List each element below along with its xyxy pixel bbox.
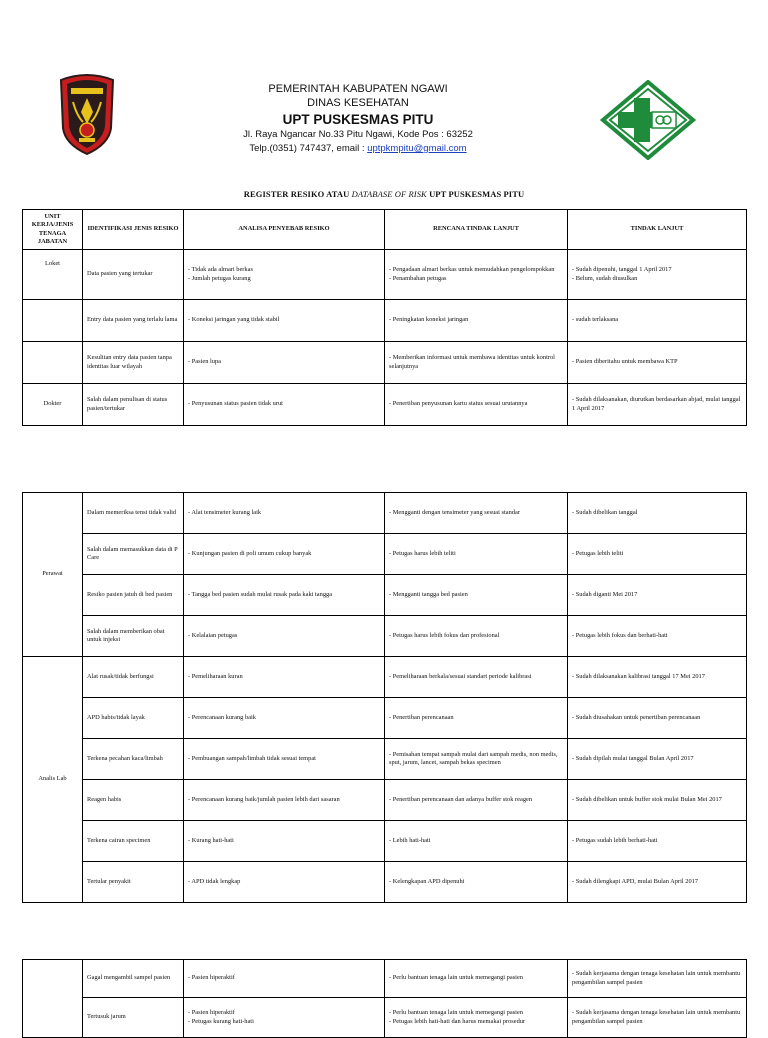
followup-cell: - Sudah dilengkapi APD, mulai Bulan April 2017	[568, 862, 747, 903]
plan-cell: - Petugas harus lebih fokus dan profesional	[385, 616, 568, 657]
table-row	[23, 821, 747, 862]
risk-cell: Gagal mengambil sampel pasien	[83, 960, 184, 998]
table-row	[23, 493, 747, 534]
risk-cell: Entry data pasien yang terlalu lama	[83, 300, 184, 342]
unit-cell: Loket	[23, 250, 83, 300]
title-italic: DATABASE OF RISK	[351, 189, 427, 199]
table-row	[23, 534, 747, 575]
followup-cell: - Sudah dipilah mulai tanggal Bulan April 2017	[568, 739, 747, 780]
plan-cell: - Kelengkapan APD dipenuhi	[385, 862, 568, 903]
header-tindak: TINDAK LANJUT	[568, 210, 747, 250]
table-row	[23, 698, 747, 739]
table-body	[23, 493, 747, 903]
plan-cell: - Penertiban perencanaan dan adanya buffer stok reagen	[385, 780, 568, 821]
followup-cell: - Petugas lebih fokus dan berhati-hati	[568, 616, 747, 657]
plan-cell: - Mengganti dengan tensimeter yang sesuai standar	[385, 493, 568, 534]
cause-cell: - Pemeliharaan kuran	[184, 657, 385, 698]
table-row	[23, 342, 747, 384]
risk-cell: Salah dalam memasukkan data di P Care	[83, 534, 184, 575]
followup-cell: - Pasien diberitahu untuk membawa KTP	[568, 342, 747, 384]
cause-cell: - Kunjungan pasien di poli umum cukup banyak	[184, 534, 385, 575]
unit-cell: Perawat	[23, 493, 83, 657]
plan-cell: - Perlu bantuan tenaga lain untuk memegangi pasien - Petugas lebih hati-hati dan harus memakai prosedur	[385, 998, 568, 1038]
table-row	[23, 616, 747, 657]
government-name: PEMERINTAH KABUPATEN NGAWI	[268, 83, 448, 95]
table-row	[23, 862, 747, 903]
risk-cell: Tertular penyakit	[83, 862, 184, 903]
unit-cell: Analis Lab	[23, 657, 83, 903]
cause-cell: - Kelalaian petugas	[184, 616, 385, 657]
address-line: Jl. Raya Ngancar No.33 Pitu Ngawi, Kode Pos : 63252	[243, 129, 473, 140]
institution-name: UPT PUSKESMAS PITU	[282, 112, 434, 127]
plan-cell: - Pemeliharaan berkala/sesuai standart periode kalibrasi	[385, 657, 568, 698]
email-link[interactable]: uptpkmpitu@gmail.com	[367, 143, 467, 154]
letterhead	[0, 0, 768, 175]
risk-cell: Salah dalam memberikan obat untuk injeksi	[83, 616, 184, 657]
risk-cell: Terkena pecahan kaca/limbah	[83, 739, 184, 780]
followup-cell: - Sudah dipenuhi, tanggal 1 April 2017 - Belum, sudah diusulkan	[568, 250, 747, 300]
cause-cell: - Tangga bed pasien sudah mulai rusak pada kaki tangga	[184, 575, 385, 616]
header-identifikasi: IDENTIFIKASI JENIS RESIKO	[83, 210, 184, 250]
followup-cell: - Sudah dibelikan tanggal	[568, 493, 747, 534]
cause-cell: - Pasien hiperaktif - Petugas kurang hati-hati	[184, 998, 385, 1038]
table-header-row	[23, 210, 747, 250]
plan-cell: - Peningkatan koneksi jaringan	[385, 300, 568, 342]
table-row	[23, 250, 747, 300]
followup-cell: - Sudah diusahakan untuk penertiban perencanaan	[568, 698, 747, 739]
unit-cell	[23, 960, 83, 1038]
followup-cell: - Sudah diganti Mei 2017	[568, 575, 747, 616]
plan-cell: - Pengadaan almari berkas untuk memudahkan pengelompokkan - Penambahan petugas	[385, 250, 568, 300]
plan-cell: - Mengganti tangga bed pasien	[385, 575, 568, 616]
cause-cell: - Perencanaan kurang baik	[184, 698, 385, 739]
risk-cell: Terkena cairan specimen	[83, 821, 184, 862]
puskesmas-logo-icon	[600, 80, 696, 160]
cause-cell: - APD tidak lengkap	[184, 862, 385, 903]
cause-cell: - Pasien lupa	[184, 342, 385, 384]
table-row	[23, 300, 747, 342]
plan-cell: - Penertiban perencanaan	[385, 698, 568, 739]
table-row	[23, 739, 747, 780]
header-unit: UNIT KERJA/JENIS TENAGA JABATAN	[23, 210, 83, 250]
table-row	[23, 575, 747, 616]
followup-cell: - Petugas sudah lebih berhati-hati	[568, 821, 747, 862]
risk-cell: Tertusuk jarum	[83, 998, 184, 1038]
table-row	[23, 384, 747, 426]
followup-cell: - Sudah dilaksanakan, diurutkan berdasarkan abjad, mulai tanggal 1 April 2017	[568, 384, 747, 426]
risk-register-table-part-1	[22, 209, 747, 426]
letterhead-text	[218, 82, 498, 156]
risk-cell: Data pasien yang tertukar	[83, 250, 184, 300]
followup-cell: - Sudah dibelikan untuk buffer stok mulai Bulan Mei 2017	[568, 780, 747, 821]
risk-cell: Resiko pasien jatuh di bed pasien	[83, 575, 184, 616]
risk-cell: Reagen habis	[83, 780, 184, 821]
unit-cell	[23, 300, 83, 342]
cause-cell: - Tidak ada almari berkas - Jumlah petugas kurang	[184, 250, 385, 300]
header-rencana: RENCANA TINDAK LANJUT	[385, 210, 568, 250]
risk-cell: APD habis/tidak layak	[83, 698, 184, 739]
header-analisa: ANALISA PENYEBAB RESIKO	[184, 210, 385, 250]
risk-cell: Alat rusak/tidak berfungsi	[83, 657, 184, 698]
plan-cell: - Pemisahan tempat sampah mulai dari sampah medis, non medis, sput, jarum, lancet, sampah bekas specimen	[385, 739, 568, 780]
cause-cell: - Penyusunan status pasien tidak urut	[184, 384, 385, 426]
plan-cell: - Petugas harus lebih teliti	[385, 534, 568, 575]
risk-cell: Salah dalam penulisan di status pasien/tertukar	[83, 384, 184, 426]
table-row	[23, 780, 747, 821]
cause-cell: - Perencanaan kurang baik/jumlah pasien lebih dari sasaran	[184, 780, 385, 821]
cause-cell: - Pembuangan sampah/limbah tidak sesuai tempat	[184, 739, 385, 780]
plan-cell: - Lebih hati-hati	[385, 821, 568, 862]
cause-cell: - Alat tensimeter kurang laik	[184, 493, 385, 534]
cause-cell: - Koneksi jaringan yang tidak stabil	[184, 300, 385, 342]
followup-cell: - Sudah dilaksanakan kalibrasi tanggal 17 Mei 2017	[568, 657, 747, 698]
unit-cell	[23, 342, 83, 384]
followup-cell: - Petugas lebih teliti	[568, 534, 747, 575]
table-row	[23, 960, 747, 998]
followup-cell: - Sudah kerjasama dengan tenaga kesehatan lain untuk membantu pengambilan sampel pasien	[568, 960, 747, 998]
cause-cell: - Kurang hati-hati	[184, 821, 385, 862]
risk-cell: Kesulitan entry data pasien tanpa identitas luar wilayah	[83, 342, 184, 384]
ngawi-regency-emblem-icon	[57, 72, 117, 156]
cause-cell: - Pasien hiperaktif	[184, 960, 385, 998]
contact-line	[218, 142, 498, 156]
risk-register-table-part-2	[22, 492, 747, 903]
risk-cell: Dalam memeriksa tensi tidak valid	[83, 493, 184, 534]
risk-register-table-part-3	[22, 959, 747, 1038]
document-title: REGISTER RESIKO ATAU DATABASE OF RISK UPT PUSKESMAS PITU	[243, 189, 525, 199]
followup-cell: - sudah terlaksana	[568, 300, 747, 342]
table-row	[23, 657, 747, 698]
phone-text: Telp.(0351) 747437, email :	[249, 143, 368, 154]
plan-cell: - Perlu bantuan tenaga lain untuk memegangi pasien	[385, 960, 568, 998]
plan-cell: - Penertiban penyusunan kartu status sesuai urutannya	[385, 384, 568, 426]
department-name: DINAS KESEHATAN	[307, 97, 409, 109]
plan-cell: - Memberikan informasi untuk membawa identitas untuk kontrol selanjutnya	[385, 342, 568, 384]
table-row	[23, 998, 747, 1038]
unit-cell: Dokter	[23, 384, 83, 426]
followup-cell: - Sudah kerjasama dengan tenaga kesehatan lain untuk membantu pengambilan sampel pasien	[568, 998, 747, 1038]
